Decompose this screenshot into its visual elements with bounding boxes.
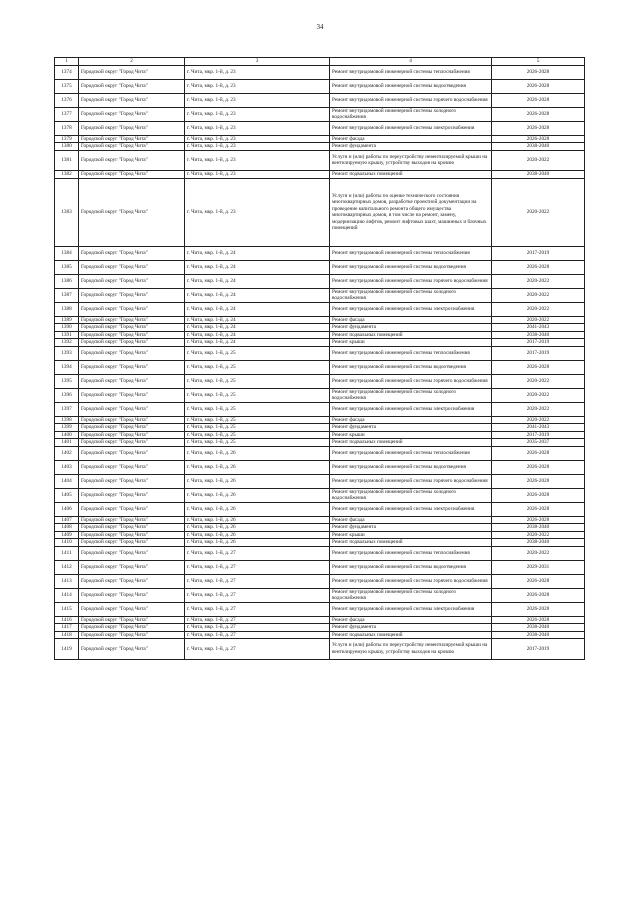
address-cell: г. Чита, мкр. 1-й, д. 24	[185, 302, 330, 316]
work-type-cell: Ремонт внутридомовой инженерной системы водоотведения	[330, 360, 492, 374]
address-cell: г. Чита, мкр. 1-й, д. 26	[185, 516, 330, 524]
period-cell: 2026-2028	[492, 260, 585, 274]
table-row	[55, 360, 585, 374]
table-row	[55, 516, 585, 524]
period-cell: 2020-2022	[492, 531, 585, 539]
municipality-cell: Городской округ "Город Чита"	[79, 474, 185, 488]
work-type-cell: Ремонт внутридомовой инженерной системы теплоснабжения	[330, 446, 492, 460]
table-row	[55, 246, 585, 260]
row-number: 1390	[55, 324, 79, 332]
row-number: 1392	[55, 339, 79, 347]
period-cell: 2026-2028	[492, 121, 585, 135]
work-type-cell: Ремонт внутридомовой инженерной системы холодного водоснабжения	[330, 107, 492, 121]
column-header-row	[55, 58, 585, 66]
address-cell: г. Чита, мкр. 1-й, д. 27	[185, 546, 330, 560]
period-cell: 2026-2028	[492, 93, 585, 107]
work-type-cell: Ремонт фасада	[330, 416, 492, 424]
work-type-cell: Ремонт подвальных помещений	[330, 631, 492, 639]
row-number: 1416	[55, 616, 79, 624]
row-number: 1388	[55, 302, 79, 316]
address-cell: г. Чита, мкр. 1-й, д. 27	[185, 602, 330, 616]
address-cell: г. Чита, мкр. 1-й, д. 26	[185, 524, 330, 532]
address-cell: г. Чита, мкр. 1-й, д. 24	[185, 288, 330, 302]
municipality-cell: Городской округ "Город Чита"	[79, 588, 185, 602]
row-number: 1385	[55, 260, 79, 274]
work-type-cell: Ремонт фундамента	[330, 524, 492, 532]
municipality-cell: Городской округ "Город Чита"	[79, 602, 185, 616]
table-row	[55, 107, 585, 121]
address-cell: г. Чита, мкр. 1-й, д. 23	[185, 107, 330, 121]
table-row	[55, 260, 585, 274]
address-cell: г. Чита, мкр. 1-й, д. 25	[185, 431, 330, 439]
table-row	[55, 560, 585, 574]
municipality-cell: Городской округ "Город Чита"	[79, 79, 185, 93]
table-row	[55, 150, 585, 171]
row-number: 1418	[55, 631, 79, 639]
period-cell: 2026-2028	[492, 602, 585, 616]
period-cell: 2026-2028	[492, 488, 585, 502]
column-header-work: 4	[330, 58, 492, 66]
address-cell: г. Чита, мкр. 1-й, д. 26	[185, 539, 330, 547]
row-number: 1397	[55, 402, 79, 416]
work-type-cell: Ремонт внутридомовой инженерной системы теплоснабжения	[330, 346, 492, 360]
period-cell: 2020-2022	[492, 374, 585, 388]
table-row	[55, 143, 585, 151]
period-cell: 2038-2040	[492, 524, 585, 532]
municipality-cell: Городской округ "Город Чита"	[79, 574, 185, 588]
period-cell: 2020-2022	[492, 150, 585, 171]
row-number: 1381	[55, 150, 79, 171]
address-cell: г. Чита, мкр. 1-й, д. 25	[185, 439, 330, 447]
address-cell: г. Чита, мкр. 1-й, д. 25	[185, 424, 330, 432]
row-number: 1395	[55, 374, 79, 388]
address-cell: г. Чита, мкр. 1-й, д. 27	[185, 574, 330, 588]
row-number: 1405	[55, 488, 79, 502]
row-number: 1409	[55, 531, 79, 539]
row-number: 1398	[55, 416, 79, 424]
table-row	[55, 524, 585, 532]
table-row	[55, 274, 585, 288]
municipality-cell: Городской округ "Город Чита"	[79, 439, 185, 447]
municipality-cell: Городской округ "Город Чита"	[79, 546, 185, 560]
municipality-cell: Городской округ "Город Чита"	[79, 121, 185, 135]
table-row	[55, 324, 585, 332]
row-number: 1408	[55, 524, 79, 532]
work-type-cell: Услуги и (или) работы по переустройству невентилируемой крыши на вентилируемую крышу, устройству выходов на кровлю	[330, 639, 492, 660]
work-type-cell: Ремонт внутридомовой инженерной системы электроснабжения	[330, 121, 492, 135]
municipality-cell: Городской округ "Город Чита"	[79, 516, 185, 524]
table-row	[55, 65, 585, 79]
work-type-cell: Ремонт фасада	[330, 516, 492, 524]
row-number: 1380	[55, 143, 79, 151]
work-type-cell: Ремонт внутридомовой инженерной системы водоотведения	[330, 79, 492, 93]
municipality-cell: Городской округ "Город Чита"	[79, 171, 185, 179]
row-number: 1396	[55, 388, 79, 402]
address-cell: г. Чита, мкр. 1-й, д. 26	[185, 446, 330, 460]
period-cell: 2038-2040	[492, 539, 585, 547]
work-type-cell: Ремонт внутридомовой инженерной системы электроснабжения	[330, 402, 492, 416]
municipality-cell: Городской округ "Город Чита"	[79, 93, 185, 107]
period-cell: 2038-2040	[492, 143, 585, 151]
address-cell: г. Чита, мкр. 1-й, д. 25	[185, 402, 330, 416]
table-row	[55, 346, 585, 360]
row-number: 1393	[55, 346, 79, 360]
row-number: 1400	[55, 431, 79, 439]
address-cell: г. Чита, мкр. 1-й, д. 23	[185, 135, 330, 143]
address-cell: г. Чита, мкр. 1-й, д. 23	[185, 150, 330, 171]
table-row	[55, 339, 585, 347]
municipality-cell: Городской округ "Город Чита"	[79, 288, 185, 302]
work-type-cell: Ремонт подвальных помещений	[330, 439, 492, 447]
row-number: 1376	[55, 93, 79, 107]
address-cell: г. Чита, мкр. 1-й, д. 23	[185, 121, 330, 135]
row-number: 1387	[55, 288, 79, 302]
table-row	[55, 474, 585, 488]
period-cell: 2026-2028	[492, 474, 585, 488]
row-number: 1374	[55, 65, 79, 79]
municipality-cell: Городской округ "Город Чита"	[79, 402, 185, 416]
period-cell: 2020-2022	[492, 302, 585, 316]
period-cell: 2026-2028	[492, 574, 585, 588]
municipality-cell: Городской округ "Город Чита"	[79, 431, 185, 439]
work-type-cell: Ремонт внутридомовой инженерной системы теплоснабжения	[330, 65, 492, 79]
table-row	[55, 588, 585, 602]
municipality-cell: Городской округ "Город Чита"	[79, 488, 185, 502]
work-type-cell: Ремонт фундамента	[330, 424, 492, 432]
address-cell: г. Чита, мкр. 1-й, д. 23	[185, 79, 330, 93]
table-row	[55, 424, 585, 432]
municipality-cell: Городской округ "Город Чита"	[79, 424, 185, 432]
address-cell: г. Чита, мкр. 1-й, д. 23	[185, 93, 330, 107]
period-cell: 2026-2028	[492, 502, 585, 516]
table-row	[55, 388, 585, 402]
work-type-cell: Ремонт внутридомовой инженерной системы водоотведения	[330, 260, 492, 274]
work-type-cell: Ремонт внутридомовой инженерной системы электроснабжения	[330, 302, 492, 316]
row-number: 1403	[55, 460, 79, 474]
work-type-cell: Ремонт внутридомовой инженерной системы горячего водоснабжения	[330, 274, 492, 288]
table-row	[55, 79, 585, 93]
municipality-cell: Городской округ "Город Чита"	[79, 560, 185, 574]
address-cell: г. Чита, мкр. 1-й, д. 25	[185, 346, 330, 360]
row-number: 1384	[55, 246, 79, 260]
table-row	[55, 171, 585, 179]
period-cell: 2026-2028	[492, 79, 585, 93]
table-row	[55, 616, 585, 624]
work-type-cell: Ремонт внутридомовой инженерной системы водоотведения	[330, 560, 492, 574]
work-type-cell: Ремонт подвальных помещений	[330, 539, 492, 547]
municipality-cell: Городской округ "Город Чита"	[79, 416, 185, 424]
table-row	[55, 502, 585, 516]
address-cell: г. Чита, мкр. 1-й, д. 27	[185, 624, 330, 632]
table-row	[55, 574, 585, 588]
municipality-cell: Городской округ "Город Чита"	[79, 302, 185, 316]
table-row	[55, 639, 585, 660]
table-row	[55, 488, 585, 502]
column-header-period: 5	[492, 58, 585, 66]
row-number: 1377	[55, 107, 79, 121]
period-cell: 2020-2022	[492, 546, 585, 560]
table-row	[55, 178, 585, 246]
period-cell: 2026-2028	[492, 360, 585, 374]
work-type-cell: Ремонт фасада	[330, 616, 492, 624]
row-number: 1399	[55, 424, 79, 432]
table-body	[55, 65, 585, 659]
period-cell: 2017-2019	[492, 639, 585, 660]
period-cell: 2038-2040	[492, 624, 585, 632]
period-cell: 2020-2022	[492, 388, 585, 402]
table-row	[55, 316, 585, 324]
period-cell: 2026-2028	[492, 588, 585, 602]
municipality-cell: Городской округ "Город Чита"	[79, 531, 185, 539]
municipality-cell: Городской округ "Город Чита"	[79, 143, 185, 151]
period-cell: 2026-2028	[492, 135, 585, 143]
work-type-cell: Ремонт внутридомовой инженерной системы горячего водоснабжения	[330, 574, 492, 588]
column-header-address: 3	[185, 58, 330, 66]
address-cell: г. Чита, мкр. 1-й, д. 27	[185, 616, 330, 624]
address-cell: г. Чита, мкр. 1-й, д. 23	[185, 178, 330, 246]
municipality-cell: Городской округ "Город Чита"	[79, 460, 185, 474]
address-cell: г. Чита, мкр. 1-й, д. 25	[185, 374, 330, 388]
work-type-cell: Ремонт внутридомовой инженерной системы горячего водоснабжения	[330, 374, 492, 388]
table-row	[55, 546, 585, 560]
work-type-cell: Ремонт внутридомовой инженерной системы холодного водоснабжения	[330, 488, 492, 502]
row-number: 1382	[55, 171, 79, 179]
table-row	[55, 539, 585, 547]
table-row	[55, 631, 585, 639]
period-cell: 2017-2019	[492, 246, 585, 260]
row-number: 1386	[55, 274, 79, 288]
row-number: 1379	[55, 135, 79, 143]
period-cell: 2020-2022	[492, 288, 585, 302]
period-cell: 2017-2019	[492, 346, 585, 360]
municipality-cell: Городской округ "Город Чита"	[79, 539, 185, 547]
municipality-cell: Городской округ "Город Чита"	[79, 374, 185, 388]
work-type-cell: Ремонт внутридомовой инженерной системы водоотведения	[330, 460, 492, 474]
municipality-cell: Городской округ "Город Чита"	[79, 339, 185, 347]
row-number: 1394	[55, 360, 79, 374]
table-row	[55, 416, 585, 424]
column-header-municipality: 2	[79, 58, 185, 66]
work-type-cell: Ремонт фундамента	[330, 143, 492, 151]
municipality-cell: Городской округ "Город Чита"	[79, 274, 185, 288]
period-cell: 2026-2028	[492, 107, 585, 121]
address-cell: г. Чита, мкр. 1-й, д. 26	[185, 488, 330, 502]
repair-schedule-table	[54, 57, 585, 660]
address-cell: г. Чита, мкр. 1-й, д. 27	[185, 639, 330, 660]
table-row	[55, 439, 585, 447]
row-number: 1419	[55, 639, 79, 660]
work-type-cell: Ремонт фундамента	[330, 324, 492, 332]
municipality-cell: Городской округ "Город Чита"	[79, 616, 185, 624]
address-cell: г. Чита, мкр. 1-й, д. 25	[185, 416, 330, 424]
address-cell: г. Чита, мкр. 1-й, д. 23	[185, 143, 330, 151]
table-row	[55, 374, 585, 388]
municipality-cell: Городской округ "Город Чита"	[79, 316, 185, 324]
period-cell: 2020-2022	[492, 402, 585, 416]
table-row	[55, 602, 585, 616]
municipality-cell: Городской округ "Город Чита"	[79, 107, 185, 121]
row-number: 1375	[55, 79, 79, 93]
work-type-cell: Ремонт внутридомовой инженерной системы холодного водоснабжения	[330, 288, 492, 302]
municipality-cell: Городской округ "Город Чита"	[79, 631, 185, 639]
work-type-cell: Ремонт внутридомовой инженерной системы холодного водоснабжения	[330, 388, 492, 402]
address-cell: г. Чита, мкр. 1-й, д. 27	[185, 560, 330, 574]
row-number: 1407	[55, 516, 79, 524]
row-number: 1417	[55, 624, 79, 632]
row-number: 1410	[55, 539, 79, 547]
address-cell: г. Чита, мкр. 1-й, д. 25	[185, 388, 330, 402]
municipality-cell: Городской округ "Город Чита"	[79, 135, 185, 143]
address-cell: г. Чита, мкр. 1-й, д. 24	[185, 246, 330, 260]
municipality-cell: Городской округ "Город Чита"	[79, 388, 185, 402]
address-cell: г. Чита, мкр. 1-й, д. 24	[185, 324, 330, 332]
address-cell: г. Чита, мкр. 1-й, д. 26	[185, 531, 330, 539]
work-type-cell: Ремонт подвальных помещений	[330, 331, 492, 339]
municipality-cell: Городской округ "Город Чита"	[79, 446, 185, 460]
address-cell: г. Чита, мкр. 1-й, д. 27	[185, 631, 330, 639]
period-cell: 2026-2028	[492, 616, 585, 624]
period-cell: 2017-2019	[492, 431, 585, 439]
period-cell: 2041-2043	[492, 424, 585, 432]
period-cell: 2038-2040	[492, 331, 585, 339]
work-type-cell: Ремонт внутридомовой инженерной системы горячего водоснабжения	[330, 93, 492, 107]
municipality-cell: Городской округ "Город Чита"	[79, 178, 185, 246]
work-type-cell: Ремонт крыши	[330, 339, 492, 347]
work-type-cell: Ремонт внутридомовой инженерной системы теплоснабжения	[330, 546, 492, 560]
table-row	[55, 288, 585, 302]
row-number: 1412	[55, 560, 79, 574]
period-cell: 2026-2028	[492, 65, 585, 79]
municipality-cell: Городской округ "Город Чита"	[79, 150, 185, 171]
period-cell: 2026-2028	[492, 516, 585, 524]
address-cell: г. Чита, мкр. 1-й, д. 26	[185, 474, 330, 488]
address-cell: г. Чита, мкр. 1-й, д. 24	[185, 339, 330, 347]
address-cell: г. Чита, мкр. 1-й, д. 26	[185, 502, 330, 516]
work-type-cell: Услуги и (или) работы по оценке технического состояния многоквартирных домов, разработке проектной документации на проведение капитального ремонта общего имущества многоквартирных домов, в том числе на ремонт, замену, модернизацию лифтов, ремонт лифтовых шахт, машинных и блочных помещений	[330, 178, 492, 246]
address-cell: г. Чита, мкр. 1-й, д. 27	[185, 588, 330, 602]
period-cell: 2017-2019	[492, 339, 585, 347]
period-cell: 2020-2022	[492, 274, 585, 288]
address-cell: г. Чита, мкр. 1-й, д. 24	[185, 331, 330, 339]
address-cell: г. Чита, мкр. 1-й, д. 24	[185, 274, 330, 288]
table-row	[55, 431, 585, 439]
municipality-cell: Городской округ "Город Чита"	[79, 246, 185, 260]
table-row	[55, 331, 585, 339]
municipality-cell: Городской округ "Город Чита"	[79, 639, 185, 660]
address-cell: г. Чита, мкр. 1-й, д. 24	[185, 260, 330, 274]
municipality-cell: Городской округ "Город Чита"	[79, 260, 185, 274]
table-row	[55, 402, 585, 416]
period-cell: 2026-2028	[492, 446, 585, 460]
municipality-cell: Городской округ "Город Чита"	[79, 65, 185, 79]
work-type-cell: Ремонт внутридомовой инженерной системы электроснабжения	[330, 602, 492, 616]
row-number: 1401	[55, 439, 79, 447]
table-row	[55, 624, 585, 632]
period-cell: 2020-2022	[492, 178, 585, 246]
address-cell: г. Чита, мкр. 1-й, д. 23	[185, 65, 330, 79]
table-row	[55, 121, 585, 135]
period-cell: 2041-2043	[492, 324, 585, 332]
period-cell: 2038-2040	[492, 631, 585, 639]
municipality-cell: Городской округ "Город Чита"	[79, 360, 185, 374]
row-number: 1378	[55, 121, 79, 135]
address-cell: г. Чита, мкр. 1-й, д. 25	[185, 360, 330, 374]
row-number: 1404	[55, 474, 79, 488]
work-type-cell: Ремонт крыши	[330, 431, 492, 439]
page-number: 34	[316, 23, 324, 31]
row-number: 1415	[55, 602, 79, 616]
municipality-cell: Городской округ "Город Чита"	[79, 624, 185, 632]
row-number: 1391	[55, 331, 79, 339]
address-cell: г. Чита, мкр. 1-й, д. 26	[185, 460, 330, 474]
row-number: 1383	[55, 178, 79, 246]
municipality-cell: Городской округ "Город Чита"	[79, 346, 185, 360]
work-type-cell: Ремонт фундамента	[330, 624, 492, 632]
work-type-cell: Ремонт фасада	[330, 135, 492, 143]
work-type-cell: Ремонт внутридомовой инженерной системы теплоснабжения	[330, 246, 492, 260]
work-type-cell: Ремонт внутридомовой инженерной системы горячего водоснабжения	[330, 474, 492, 488]
work-type-cell: Ремонт внутридомовой инженерной системы электроснабжения	[330, 502, 492, 516]
table-row	[55, 93, 585, 107]
municipality-cell: Городской округ "Город Чита"	[79, 324, 185, 332]
address-cell: г. Чита, мкр. 1-й, д. 23	[185, 171, 330, 179]
column-header-number: 1	[55, 58, 79, 66]
row-number: 1413	[55, 574, 79, 588]
table-row	[55, 302, 585, 316]
period-cell: 2026-2028	[492, 460, 585, 474]
municipality-cell: Городской округ "Город Чита"	[79, 524, 185, 532]
address-cell: г. Чита, мкр. 1-й, д. 24	[185, 316, 330, 324]
row-number: 1389	[55, 316, 79, 324]
table-row	[55, 446, 585, 460]
work-type-cell: Ремонт внутридомовой инженерной системы холодного водоснабжения	[330, 588, 492, 602]
municipality-cell: Городской округ "Город Чита"	[79, 331, 185, 339]
work-type-cell: Услуги и (или) работы по переустройству невентилируемой крыши на вентилируемую крышу, устройству выходов на кровлю	[330, 150, 492, 171]
row-number: 1406	[55, 502, 79, 516]
municipality-cell: Городской округ "Город Чита"	[79, 502, 185, 516]
row-number: 1414	[55, 588, 79, 602]
period-cell: 2020-2022	[492, 416, 585, 424]
table-row	[55, 135, 585, 143]
work-type-cell: Ремонт подвальных помещений	[330, 171, 492, 179]
row-number: 1411	[55, 546, 79, 560]
work-type-cell: Ремонт крыши	[330, 531, 492, 539]
row-number: 1402	[55, 446, 79, 460]
period-cell: 2020-2022	[492, 316, 585, 324]
table-row	[55, 531, 585, 539]
period-cell: 2035-2037	[492, 439, 585, 447]
period-cell: 2038-2040	[492, 171, 585, 179]
table-row	[55, 460, 585, 474]
period-cell: 2029-2031	[492, 560, 585, 574]
work-type-cell: Ремонт фасада	[330, 316, 492, 324]
